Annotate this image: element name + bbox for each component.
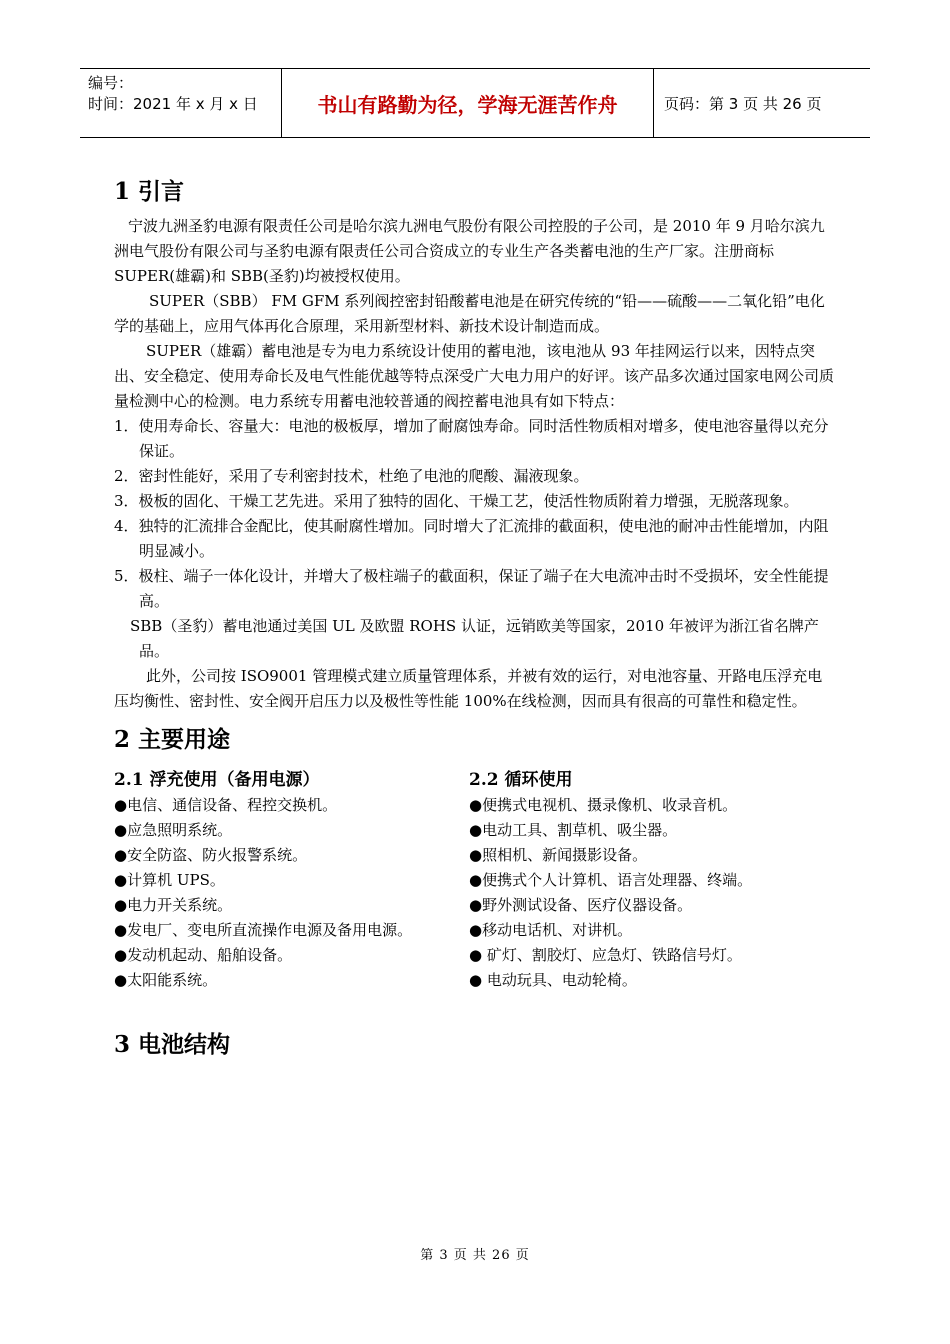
list-item: ●移动电话机、对讲机。 (469, 921, 633, 939)
list-item: ●便携式个人计算机、语言处理器、终端。 (469, 871, 753, 889)
intro-paragraph: 宁波九洲圣豹电源有限责任公司是哈尔滨九洲电气股份有限公司控股的子公司，是 2010 年 9 月哈尔滨九洲电气股份有限公司与圣豹电源有限责任公司合资成立的专业生产各类蓄电池的生产厂家。注册商标 SUPER(雄霸)和 SBB(圣豹)均被授权使用。 (114, 217, 825, 285)
list-item: ●照相机、新闻摄影设备。 (469, 846, 648, 864)
feature-list (114, 414, 836, 614)
page-footer: 第 3 页 共 26 页 (420, 1248, 530, 1263)
document-body (114, 170, 836, 1067)
list-item: ●电力开关系统。 (114, 896, 233, 914)
feature-item: 3．极板的固化、干燥工艺先进。采用了独特的固化、干燥工艺，使活性物质附着力增强，无脱落现象。 (114, 492, 799, 510)
usage-columns (114, 768, 836, 993)
feature-item: 5．极柱、端子一体化设计，并增大了极柱端子的截面积，保证了端子在大电流冲击时不受损坏，安全性能提高。 (114, 567, 829, 610)
list-item: ● 电动玩具、电动轮椅。 (469, 971, 637, 989)
section-3-title: 3 电池结构 (114, 1031, 231, 1058)
closing-paragraph: 此外，公司按 ISO9001 管理模式建立质量管理体系，并被有效的运行，对电池容量、开路电压浮充电压均衡性、密封性、安全阀开启压力以及极性等性能 100%在线检测，因而具有很高的可靠性和稳定性。 (114, 667, 823, 710)
float-usage-title: 2.1 浮充使用（备用电源） (114, 770, 320, 790)
list-item: ●太阳能系统。 (114, 971, 218, 989)
sbb-paragraph: SBB（圣豹）蓄电池通过美国 UL 及欧盟 ROHS 认证，远销欧美等国家，2010 年被评为浙江省名牌产品。 (130, 617, 819, 660)
list-item: ●安全防盗、防火报警系统。 (114, 846, 308, 864)
page-header (80, 68, 870, 138)
feature-item: 1．使用寿命长、容量大：电池的极板厚，增加了耐腐蚀寿命。同时活性物质相对增多，使电池容量得以充分保证。 (114, 417, 829, 460)
feature-item: 4．独特的汇流排合金配比，使其耐腐性增加。同时增大了汇流排的截面积，使电池的耐冲击性能增加，内阻明显减小。 (114, 517, 829, 560)
list-item: ●便携式电视机、摄录像机、收录音机。 (469, 796, 738, 814)
feature-item: 2．密封性能好，采用了专利密封技术，杜绝了电池的爬酸、漏液现象。 (114, 467, 589, 485)
list-item: ●发电厂、变电所直流操作电源及备用电源。 (114, 921, 413, 939)
list-item: ●电信、通信设备、程控交换机。 (114, 796, 338, 814)
list-item: ●计算机 UPS。 (114, 871, 225, 889)
section-1-title: 1 引言 (114, 178, 185, 205)
list-item: ●电动工具、割草机、吸尘器。 (469, 821, 678, 839)
list-item: ●野外测试设备、医疗仪器设备。 (469, 896, 693, 914)
list-item: ●发动机起动、船舶设备。 (114, 946, 293, 964)
header-slogan: 书山有路勤为径，学海无涯苦作舟 (282, 69, 654, 137)
cycle-usage-column (469, 768, 836, 993)
section-2-title: 2 主要用途 (114, 726, 231, 753)
series-paragraph: SUPER（SBB） FM GFM 系列阀控密封铅酸蓄电池是在研究传统的“铅——硫酸——二氧化铅”电化学的基础上，应用气体再化合原理，采用新型材料、新技术设计制造而成。 (114, 292, 825, 335)
super-paragraph: SUPER（雄霸）蓄电池是专为电力系统设计使用的蓄电池，该电池从 93 年挂网运行以来，因特点突出、安全稳定、使用寿命长及电气性能优越等特点深受广大电力用户的好评。该产品多次通过国家电网公司质量检测中心的检测。电力系统专用蓄电池较普通的阀控蓄电池具有如下特点： (114, 342, 835, 410)
header-time-label: 时间：2021 年 x 月 x 日 (88, 95, 258, 113)
header-code-label: 编号： (88, 74, 134, 92)
header-page-info: 页码：第 3 页 共 26 页 (664, 94, 822, 113)
cycle-usage-title: 2.2 循环使用 (469, 770, 573, 790)
list-item: ● 矿灯、割胶灯、应急灯、铁路信号灯。 (469, 946, 742, 964)
list-item: ●应急照明系统。 (114, 821, 233, 839)
float-usage-column (114, 768, 469, 993)
header-meta (80, 69, 282, 137)
